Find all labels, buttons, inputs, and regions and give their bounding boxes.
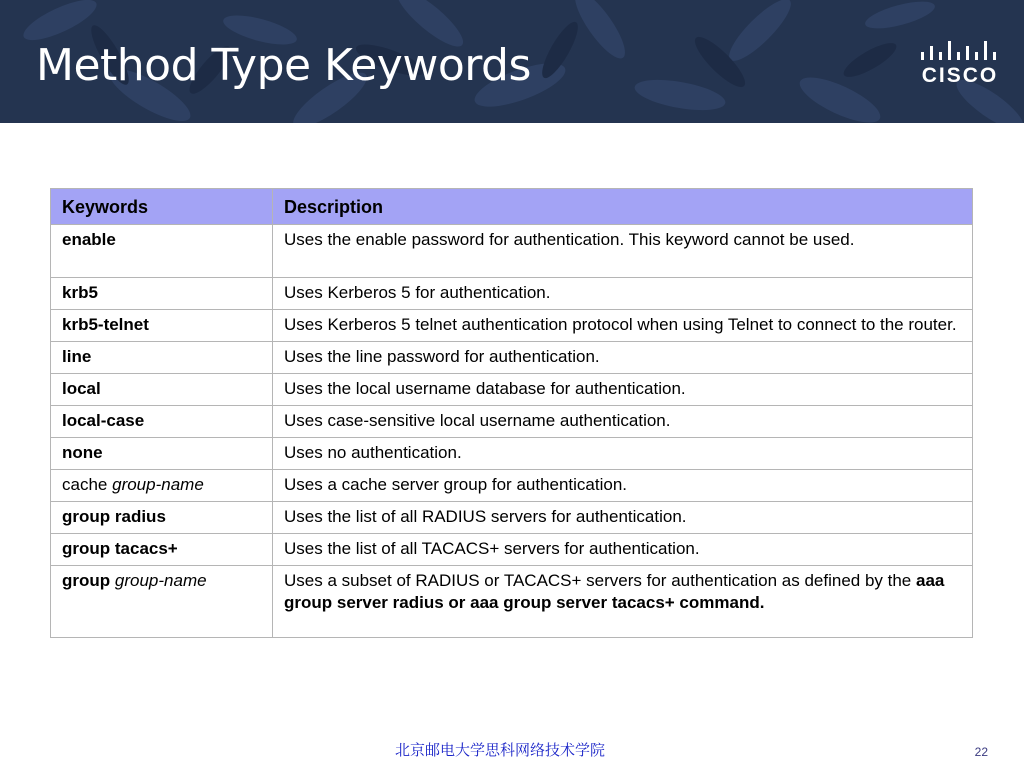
column-header-description: Description <box>273 189 973 225</box>
description-cell: Uses the enable password for authentication. This keyword cannot be used. <box>273 225 973 278</box>
keyword-cell <box>51 470 273 502</box>
keyword-text: cache <box>62 475 108 494</box>
table-row <box>51 342 973 374</box>
keyword-text: line <box>62 347 92 366</box>
table-row <box>51 438 973 470</box>
table-row <box>51 310 973 342</box>
keyword-cell <box>51 566 273 638</box>
keyword-cell <box>51 310 273 342</box>
cisco-bars-icon <box>918 40 1002 64</box>
description-cell: Uses case-sensitive local username authentication. <box>273 406 973 438</box>
description-command: aaa group server radius or aaa group server tacacs+ command. <box>284 571 945 612</box>
table-row <box>51 502 973 534</box>
keyword-cell <box>51 438 273 470</box>
description-cell: Uses a cache server group for authentication. <box>273 470 973 502</box>
table-row <box>51 374 973 406</box>
table-row <box>51 278 973 310</box>
page-title: Method Type Keywords <box>36 40 531 91</box>
table-row <box>51 534 973 566</box>
keyword-cell <box>51 278 273 310</box>
slide-header <box>0 0 1024 123</box>
keyword-text: krb5 <box>62 283 98 302</box>
table-row <box>51 225 973 278</box>
keyword-cell <box>51 342 273 374</box>
cisco-logo <box>918 40 1002 92</box>
keyword-text: group radius <box>62 507 166 526</box>
keyword-text: krb5-telnet <box>62 315 149 334</box>
keyword-text: local-case <box>62 411 145 430</box>
footer-institution: 北京邮电大学思科网络技术学院 <box>394 741 605 759</box>
keyword-parameter: group-name <box>112 475 204 494</box>
keyword-cell <box>51 225 273 278</box>
description-text: Uses a subset of RADIUS or TACACS+ servers for authentication as defined by the <box>284 571 912 590</box>
table-row <box>51 406 973 438</box>
keyword-cell <box>51 534 273 566</box>
description-cell: Uses the local username database for authentication. <box>273 374 973 406</box>
keyword-text: local <box>62 379 101 398</box>
keyword-text: enable <box>62 230 116 249</box>
column-header-keywords: Keywords <box>51 189 273 225</box>
description-cell: Uses Kerberos 5 telnet authentication protocol when using Telnet to connect to the router. <box>273 310 973 342</box>
keyword-parameter: group-name <box>114 571 207 590</box>
table-row <box>51 566 973 638</box>
description-cell: Uses Kerberos 5 for authentication. <box>273 278 973 310</box>
cisco-wordmark: CISCO <box>921 64 999 87</box>
keyword-cell <box>51 502 273 534</box>
description-cell: Uses the list of all RADIUS servers for authentication. <box>273 502 973 534</box>
description-cell: Uses no authentication. <box>273 438 973 470</box>
keyword-cell <box>51 374 273 406</box>
keyword-text: group <box>62 571 111 590</box>
table-header-row <box>51 189 973 225</box>
keyword-text: group tacacs+ <box>62 539 178 558</box>
table-row <box>51 470 973 502</box>
keywords-table <box>50 188 973 638</box>
description-cell: Uses the list of all TACACS+ servers for authentication. <box>273 534 973 566</box>
description-cell: Uses the line password for authentication. <box>273 342 973 374</box>
page-number: 22 <box>974 745 988 759</box>
keyword-text: none <box>62 443 103 462</box>
description-cell <box>273 566 973 638</box>
keyword-cell <box>51 406 273 438</box>
